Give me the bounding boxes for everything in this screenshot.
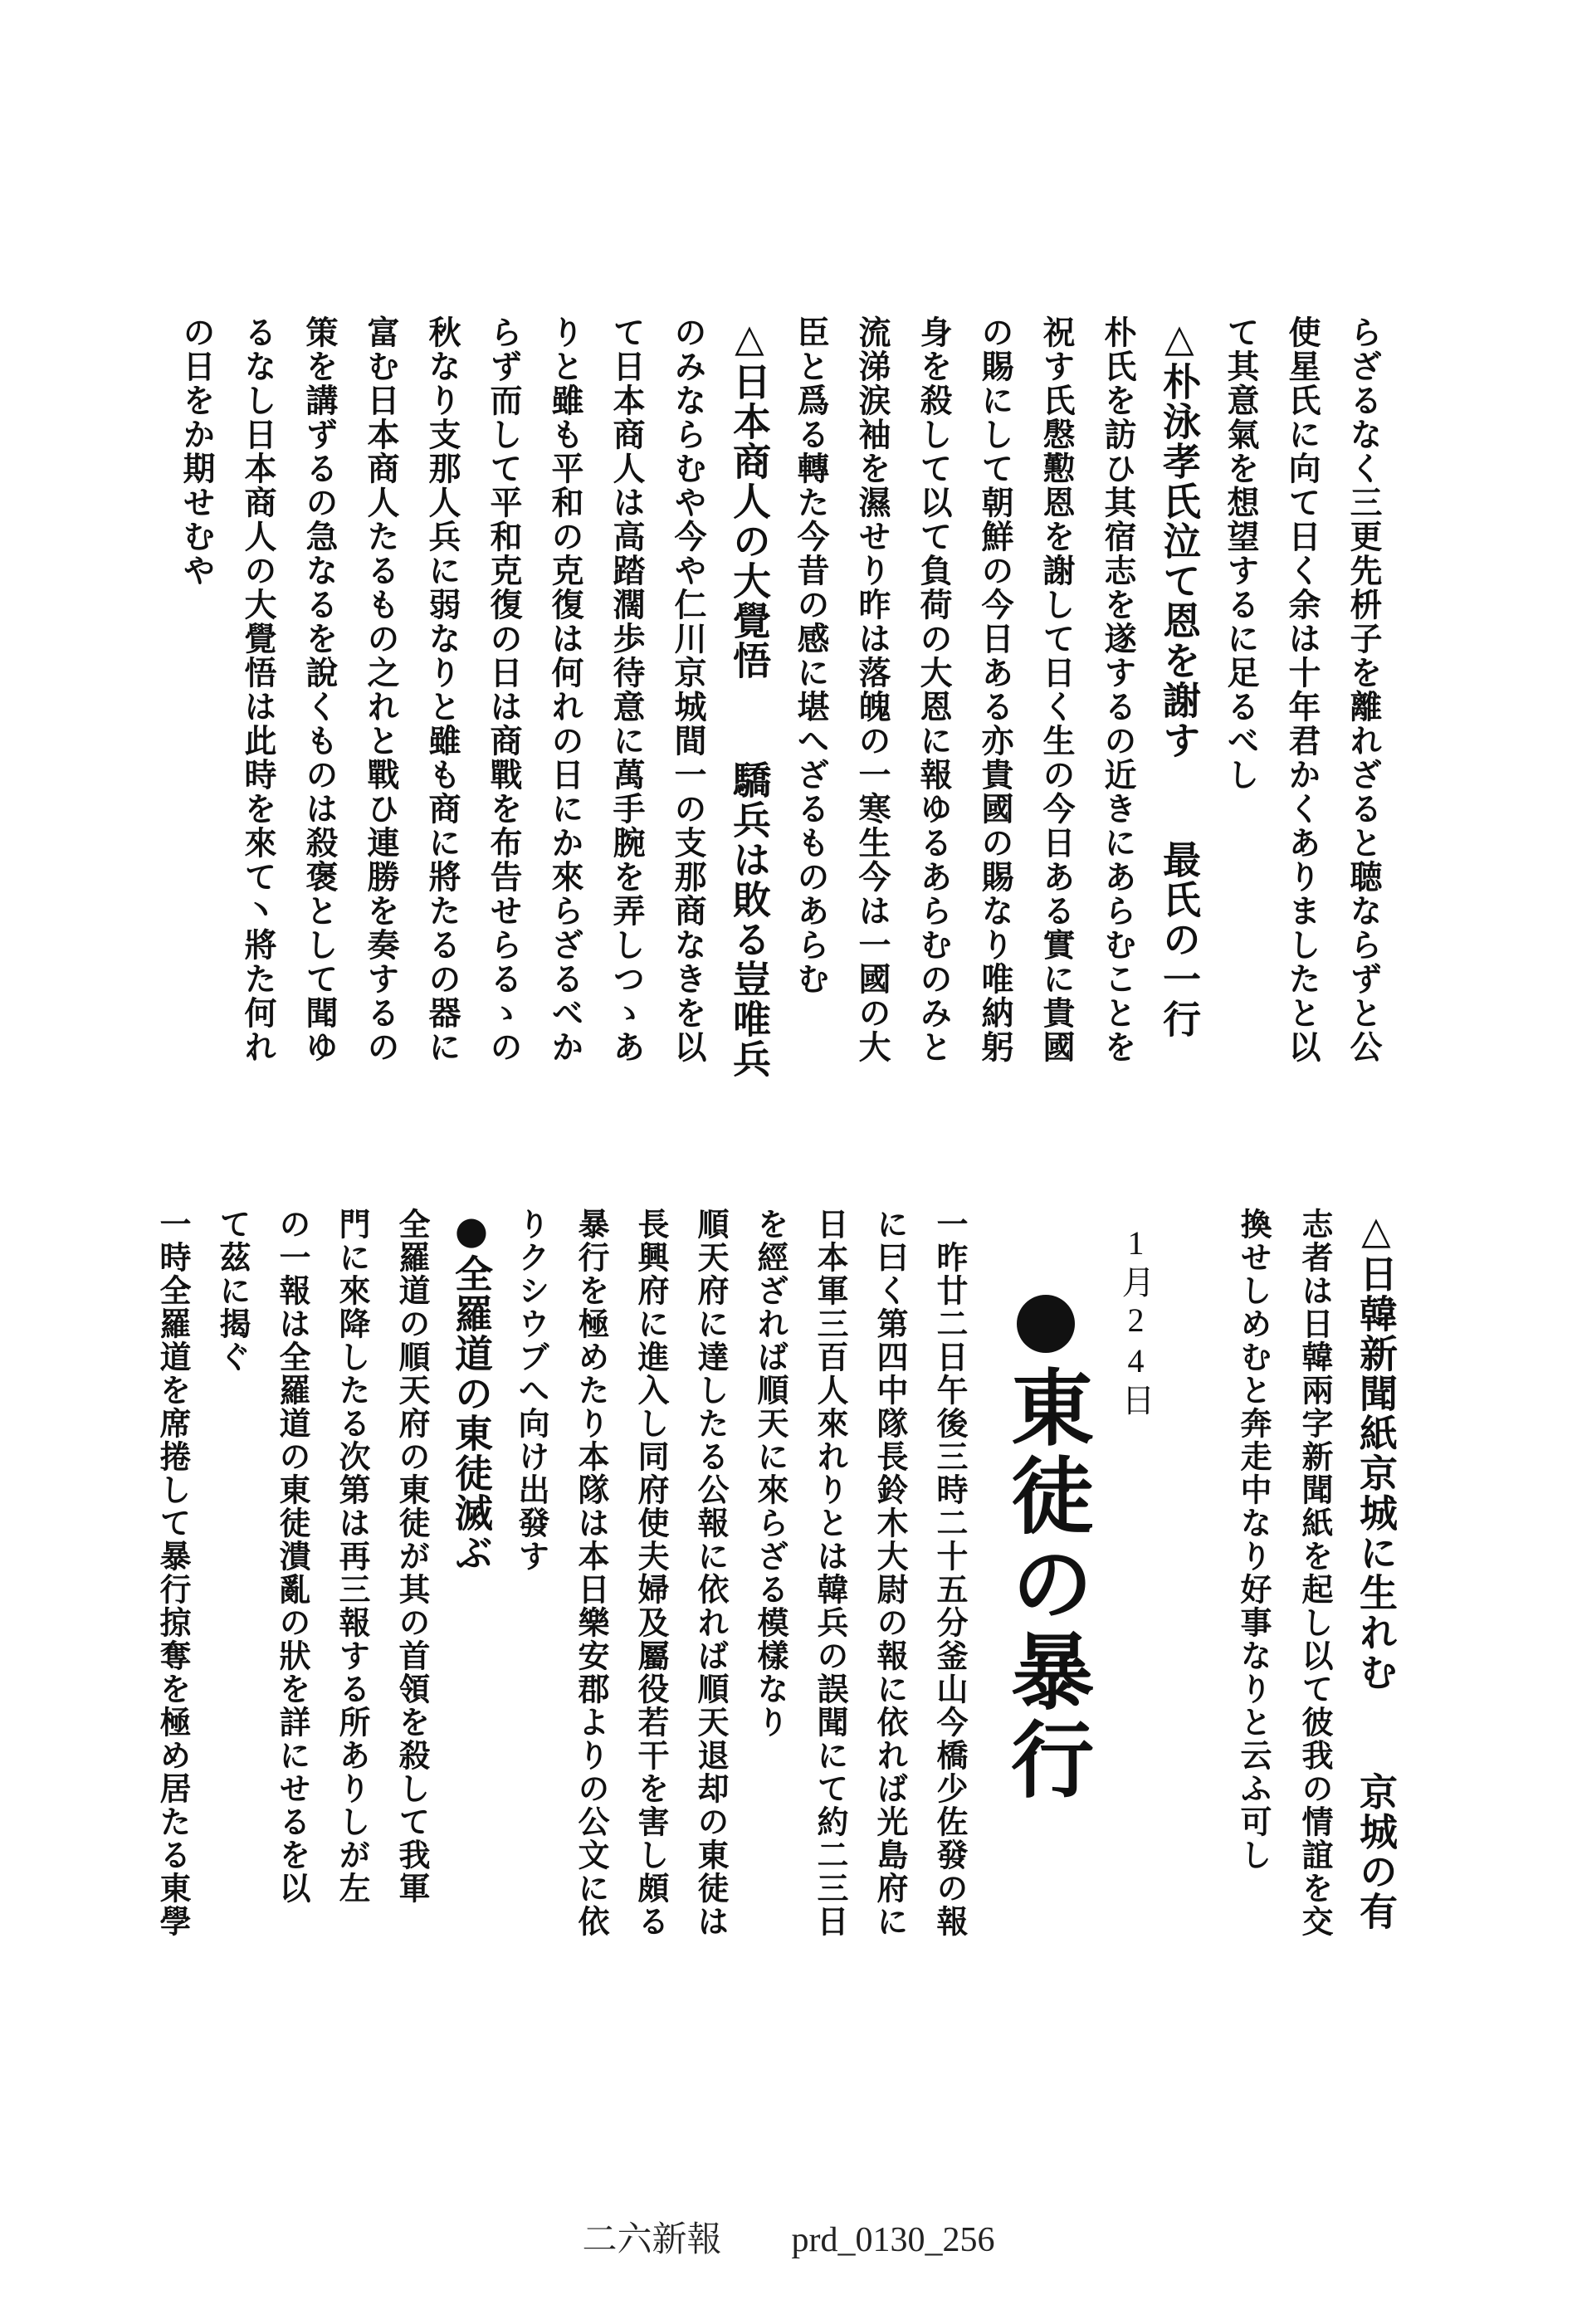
date-label: 1月24日 — [1117, 1224, 1155, 1419]
article-line: 使星氏に向て日く余は十年君かくありましたと以 — [1283, 315, 1321, 1064]
article-line: を經ざれば順天に來らざる模樣なり — [752, 1208, 789, 1739]
article-line: 長興府に進入し同府使夫婦及屬役若干を害し頗る — [632, 1208, 670, 1938]
headline-text: 東徒の暴行 — [997, 1365, 1095, 1804]
article-line: らざるなく三更先枡子を離れざると聴ならずと公 — [1345, 315, 1383, 1064]
page-footer-caption: 二六新報 prd_0130_256 — [582, 2221, 995, 2259]
article-line: るなし日本商人の大覺悟は此時を來て丶將た何れ — [239, 315, 277, 1064]
article-line: 志者は日韓兩字新聞紙を起し以て彼我の情誼を交 — [1296, 1208, 1334, 1938]
article-line: 一昨廿二日午後三時二十五分釜山今橋少佐發の報 — [931, 1208, 969, 1938]
article-line: 門に來降したる次第は再三報する所ありしが左 — [334, 1208, 371, 1905]
article-line: の一報は全羅道の東徒潰亂の狀を詳にせるを以 — [274, 1208, 311, 1905]
lower-article — [143, 1208, 979, 2087]
article-line: りクシウブへ向け出發す — [513, 1208, 550, 1573]
article-line: 日本軍三百人來れりとは韓兵の誤聞にて約二三日 — [812, 1208, 849, 1938]
upper-article — [166, 315, 1394, 1179]
section-heading-zenra: ●全羅道の東徒滅ぶ — [449, 1208, 494, 1573]
article-line: 臣と爲る轉た今昔の感に堪へざるものあらむ — [792, 315, 830, 996]
section-heading-newspaper: △日韓新聞紙京城に生れむ 京城の有 — [1354, 1208, 1399, 1931]
article-line: 暴行を極めたり本隊は本日樂安郡よりの公文に依 — [573, 1208, 610, 1938]
article-line: 流涕涙袖を濕せり昨は落魄の一寒生今は一國の大 — [853, 315, 891, 1064]
article-line: らず而して平和克復の日は商戰を布告せらるゝの — [485, 315, 523, 1064]
article-line: 換せしめむと奔走中なり好事なりと云ふ可し — [1235, 1208, 1272, 1872]
article-line: 身を殺して以て負荷の大恩に報ゆるあらむのみと — [915, 315, 953, 1064]
article-line: の日をか期せむや — [178, 315, 216, 588]
article-line: に曰く第四中隊長鈴木大尉の報に依れば光島府に — [872, 1208, 909, 1938]
article-line: 策を講ずるの急なるを說くものは殺褒として聞ゆ — [300, 315, 339, 1064]
section-heading-japanese-merchants: △日本商人の大覺悟 驕兵は敗る豈唯兵 — [727, 315, 772, 1079]
article-line: 全羅道の順天府の東徒が其の首領を殺して我軍 — [393, 1208, 431, 1905]
article-line: りと雖も平和の克復は何れの日にか來らざるべか — [546, 315, 584, 1064]
article-line: のみならむや今や仁川京城間一の支那商なきを以 — [669, 315, 707, 1064]
article-line: 秋なり支那人兵に弱なりと雖も商に將たるの器に — [423, 315, 461, 1064]
article-line: 朴氏を訪ひ其宿志を遂するの近きにあらむことを — [1099, 315, 1137, 1064]
article-line: 祝す氏慇懃恩を謝して日く生の今日ある實に貴國 — [1038, 315, 1076, 1064]
notice-article — [1223, 1208, 1407, 2087]
article-line: の賜にして朝鮮の今日ある亦貴國の賜なり唯納躬 — [976, 315, 1014, 1064]
article-line: て日本商人は高踏濶歩待意に萬手腕を弄しつゝあ — [608, 315, 646, 1064]
bullet-icon — [1017, 1295, 1075, 1353]
article-line: 順天府に達したる公報に依れば順天退却の東徒は — [692, 1208, 730, 1938]
main-headline — [997, 1295, 1095, 1804]
article-line: て其意氣を想望するに足るべし — [1222, 315, 1260, 792]
article-line: て茲に揭ぐ — [214, 1208, 251, 1374]
section-heading-park-yonghyo: △朴泳孝氏泣て恩を謝す 最氏の一行 — [1157, 315, 1202, 1039]
article-line: 富む日本商人たるもの之れと戰ひ連勝を奏するの — [362, 315, 400, 1064]
article-line: 一時全羅道を席捲して暴行掠奪を極め居たる東學 — [154, 1208, 192, 1938]
